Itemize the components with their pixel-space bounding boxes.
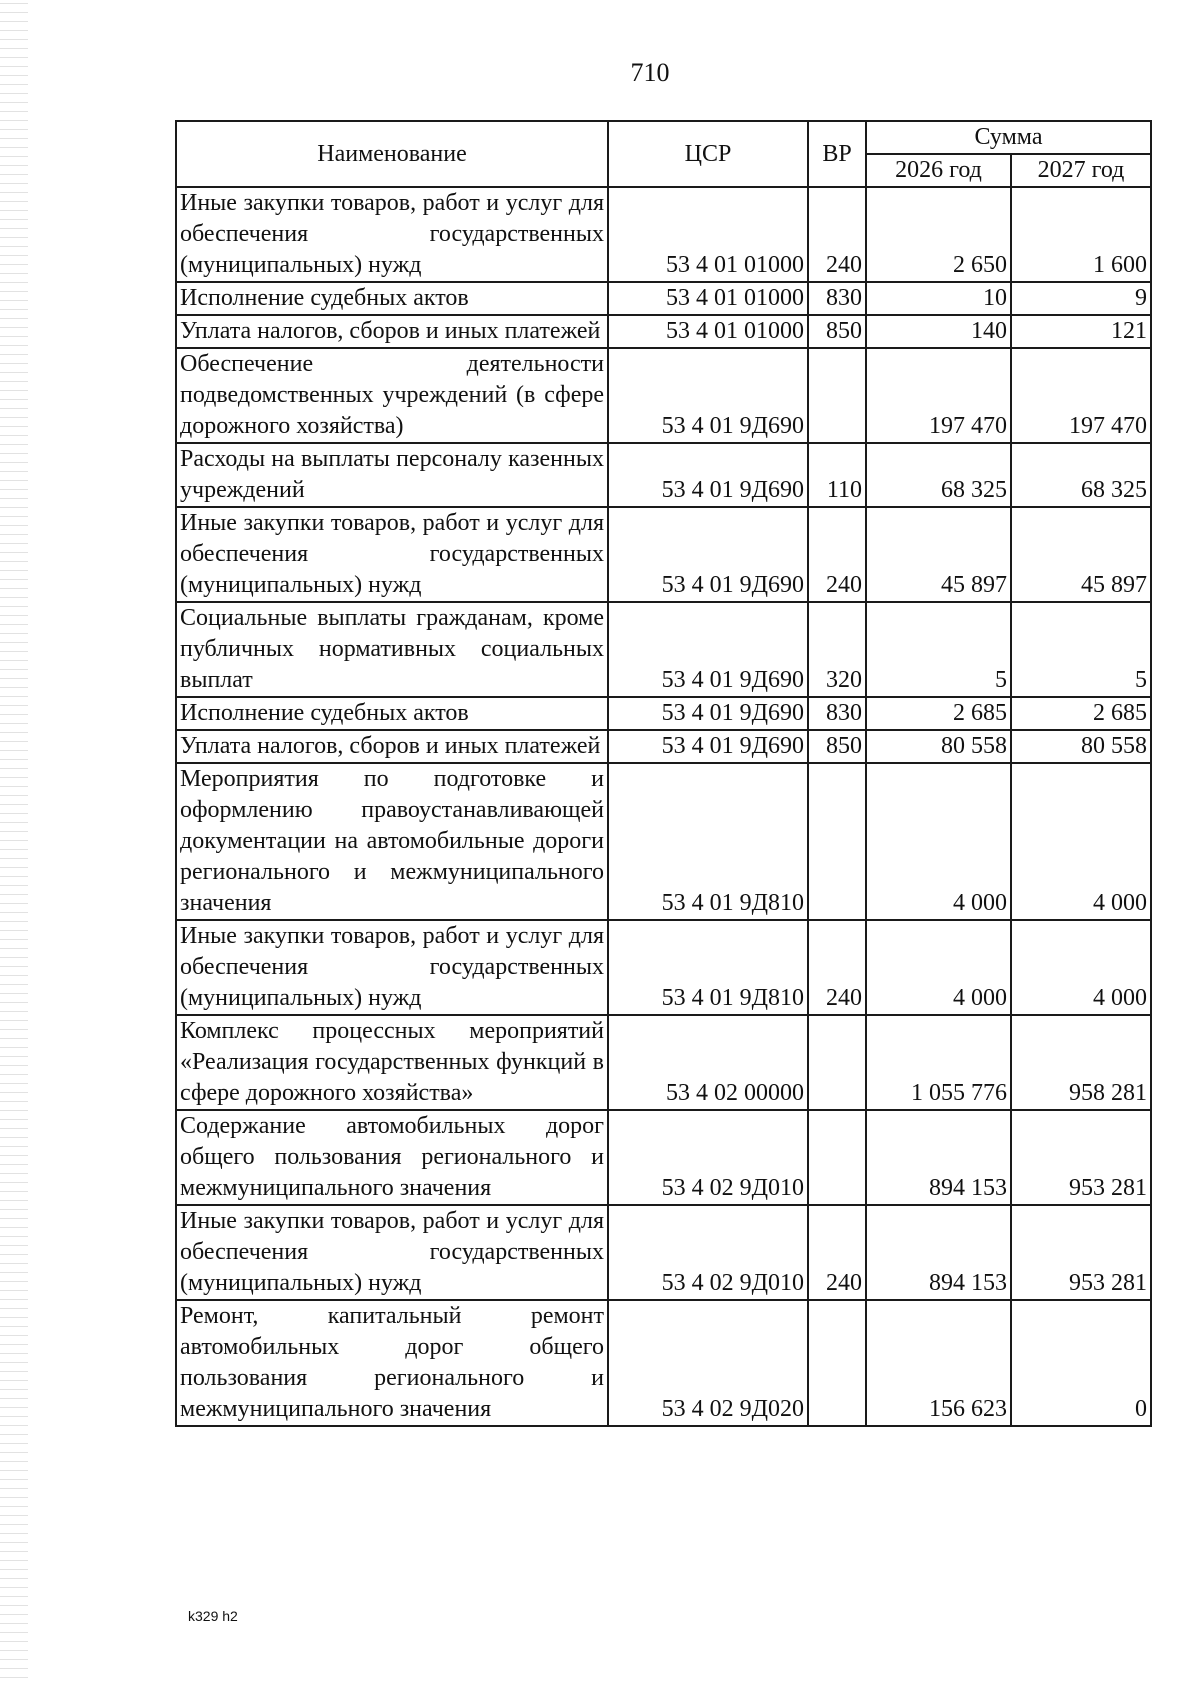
row-vr: 830: [808, 282, 866, 315]
row-sum-2027: 4 000: [1011, 920, 1151, 1015]
row-name: Исполнение судебных актов: [176, 282, 608, 315]
row-code: 53 4 02 9Д020: [608, 1300, 808, 1426]
row-name: Иные закупки товаров, работ и услуг для обеспечения государственных (муниципальных) нужд: [176, 187, 608, 282]
table-row: [176, 443, 1151, 507]
row-code: 53 4 01 9Д690: [608, 697, 808, 730]
row-vr: 320: [808, 602, 866, 697]
row-sum-2027: 121: [1011, 315, 1151, 348]
row-sum-2027: 68 325: [1011, 443, 1151, 507]
row-vr: [808, 1110, 866, 1205]
row-name: Обеспечение деятельности подведомственных учреждений (в сфере дорожного хозяйства): [176, 348, 608, 443]
table-row: [176, 1110, 1151, 1205]
row-name: Ремонт, капитальный ремонт автомобильных дорог общего пользования регионального и межмуниципального значения: [176, 1300, 608, 1426]
row-vr: 240: [808, 187, 866, 282]
row-sum-2026: 10: [866, 282, 1011, 315]
header-sum: Сумма: [866, 121, 1151, 154]
row-vr: [808, 1015, 866, 1110]
row-code: 53 4 01 9Д690: [608, 602, 808, 697]
row-name: Иные закупки товаров, работ и услуг для обеспечения государственных (муниципальных) нужд: [176, 920, 608, 1015]
row-name: Мероприятия по подготовке и оформлению правоустанавливающей документации на автомобильные дороги регионального и межмуниципального значения: [176, 763, 608, 920]
row-sum-2026: 80 558: [866, 730, 1011, 763]
row-sum-2026: 1 055 776: [866, 1015, 1011, 1110]
row-sum-2026: 4 000: [866, 920, 1011, 1015]
row-code: 53 4 02 9Д010: [608, 1205, 808, 1300]
row-sum-2027: 4 000: [1011, 763, 1151, 920]
table-header: [176, 121, 1151, 187]
header-name: Наименование: [176, 121, 608, 187]
table-row: [176, 187, 1151, 282]
row-sum-2026: 894 153: [866, 1110, 1011, 1205]
table-row: [176, 763, 1151, 920]
row-sum-2027: 1 600: [1011, 187, 1151, 282]
row-code: 53 4 01 9Д810: [608, 920, 808, 1015]
row-sum-2027: 953 281: [1011, 1110, 1151, 1205]
row-sum-2027: 45 897: [1011, 507, 1151, 602]
row-vr: 830: [808, 697, 866, 730]
row-code: 53 4 01 9Д690: [608, 348, 808, 443]
row-sum-2026: 45 897: [866, 507, 1011, 602]
row-sum-2026: 894 153: [866, 1205, 1011, 1300]
row-sum-2027: 197 470: [1011, 348, 1151, 443]
row-sum-2027: 80 558: [1011, 730, 1151, 763]
row-sum-2026: 5: [866, 602, 1011, 697]
row-vr: 850: [808, 315, 866, 348]
row-sum-2026: 140: [866, 315, 1011, 348]
table-row: [176, 730, 1151, 763]
row-name: Иные закупки товаров, работ и услуг для обеспечения государственных (муниципальных) нужд: [176, 507, 608, 602]
row-code: 53 4 02 00000: [608, 1015, 808, 1110]
row-vr: [808, 763, 866, 920]
row-vr: 240: [808, 1205, 866, 1300]
table-row: [176, 1205, 1151, 1300]
row-sum-2027: 5: [1011, 602, 1151, 697]
table-row: [176, 602, 1151, 697]
row-name: Комплекс процессных мероприятий «Реализация государственных функций в сфере дорожного хозяйства»: [176, 1015, 608, 1110]
header-year-2026: 2026 год: [866, 154, 1011, 187]
table-body: [176, 187, 1151, 1426]
row-code: 53 4 01 01000: [608, 282, 808, 315]
row-name: Исполнение судебных актов: [176, 697, 608, 730]
row-sum-2027: 953 281: [1011, 1205, 1151, 1300]
header-code: ЦСР: [608, 121, 808, 187]
header-vr: ВР: [808, 121, 866, 187]
scan-edge-artifact: [0, 0, 28, 1686]
row-code: 53 4 01 01000: [608, 315, 808, 348]
row-sum-2026: 2 650: [866, 187, 1011, 282]
table-row: [176, 1300, 1151, 1426]
table-row: [176, 920, 1151, 1015]
row-name: Уплата налогов, сборов и иных платежей: [176, 730, 608, 763]
row-vr: 240: [808, 507, 866, 602]
row-name: Социальные выплаты гражданам, кроме публичных нормативных социальных выплат: [176, 602, 608, 697]
row-code: 53 4 01 9Д690: [608, 730, 808, 763]
row-vr: 110: [808, 443, 866, 507]
row-sum-2027: 2 685: [1011, 697, 1151, 730]
table-row: [176, 507, 1151, 602]
table-row: [176, 282, 1151, 315]
row-vr: [808, 1300, 866, 1426]
row-code: 53 4 02 9Д010: [608, 1110, 808, 1205]
row-sum-2027: 0: [1011, 1300, 1151, 1426]
row-sum-2026: 156 623: [866, 1300, 1011, 1426]
table-row: [176, 315, 1151, 348]
page-number: 710: [630, 58, 670, 87]
row-name: Содержание автомобильных дорог общего пользования регионального и межмуниципального значения: [176, 1110, 608, 1205]
table-row: [176, 697, 1151, 730]
row-sum-2026: 68 325: [866, 443, 1011, 507]
row-vr: [808, 348, 866, 443]
row-sum-2026: 2 685: [866, 697, 1011, 730]
row-code: 53 4 01 01000: [608, 187, 808, 282]
row-vr: 240: [808, 920, 866, 1015]
row-vr: 850: [808, 730, 866, 763]
row-sum-2027: 958 281: [1011, 1015, 1151, 1110]
budget-table: [175, 120, 1152, 1427]
row-name: Уплата налогов, сборов и иных платежей: [176, 315, 608, 348]
header-year-2027: 2027 год: [1011, 154, 1151, 187]
row-sum-2026: 4 000: [866, 763, 1011, 920]
row-sum-2026: 197 470: [866, 348, 1011, 443]
table-row: [176, 1015, 1151, 1110]
footer-code: k329 h2: [188, 1608, 238, 1624]
row-sum-2027: 9: [1011, 282, 1151, 315]
row-code: 53 4 01 9Д690: [608, 507, 808, 602]
row-code: 53 4 01 9Д810: [608, 763, 808, 920]
table-row: [176, 348, 1151, 443]
row-name: Иные закупки товаров, работ и услуг для обеспечения государственных (муниципальных) нужд: [176, 1205, 608, 1300]
row-code: 53 4 01 9Д690: [608, 443, 808, 507]
row-name: Расходы на выплаты персоналу казенных учреждений: [176, 443, 608, 507]
